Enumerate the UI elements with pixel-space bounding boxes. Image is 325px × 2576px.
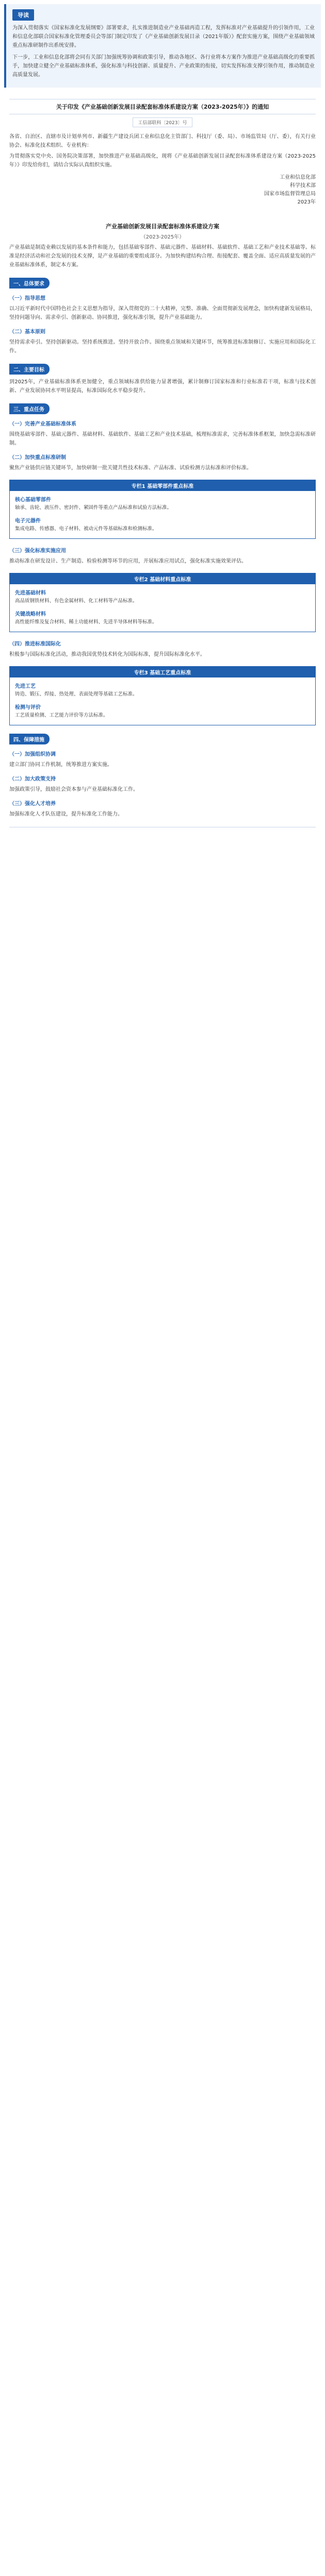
subsection-heading: （二）基本原则 — [9, 329, 45, 335]
subsection-heading: （一）加强组织协调 — [9, 752, 56, 757]
box-item-heading: 电子元器件 — [15, 518, 41, 524]
box-item-text: 工艺质量检测、工艺能力评价等方法标准。 — [15, 713, 108, 718]
subsection-heading: （一）指导思想 — [9, 296, 45, 301]
subsection-text: 坚持需求牵引。坚持创新驱动。坚持系统推进。坚持开放合作。围绕重点领域和关键环节，统筹推进标准制修订、实施应用和国际化工作。 — [9, 340, 316, 354]
box-item-heading: 先进基础材料 — [15, 590, 46, 596]
subsection-heading: （二）加大政策支持 — [9, 776, 56, 782]
subsection-text: 加强政策引导，鼓励社会资本参与产业基础标准化工作。 — [9, 787, 138, 792]
plan-section — [9, 403, 316, 725]
box-item-text: 高性能纤维及复合材料、稀土功能材料、先进半导体材料等标准。 — [15, 619, 157, 625]
subsection-text: 聚焦产业链供应链关键环节，加快研制一批关键共性技术标准、产品标准、试验检测方法标准和评价标准。 — [9, 465, 252, 471]
subsection-text: 以习近平新时代中国特色社会主义思想为指导，深入贯彻党的二十大精神，完整、准确、全面贯彻新发展理念，加快构建新发展格局，坚持问题导向、需求牵引、创新驱动、协同推进，强化标准引领，提升产业基础能力。 — [9, 306, 316, 320]
plan-subtitle: （2023-2025年） — [140, 234, 185, 240]
plan-section — [9, 364, 316, 395]
notice-title: 关于印发《产业基础创新发展目录配套标准体系建设方案（2023-2025年）》的通知 — [9, 99, 316, 114]
plan-section — [9, 734, 316, 819]
plan-section — [9, 278, 316, 355]
intro-paragraph: 下一步，工业和信息化部将会同有关部门加强统筹协调和政策引导，推动各地区、各行业将本方案作为推进产业基础高级化的重要抓手，加快建立健全产业基础标准体系，强化标准与科技创新、质量提升、产业政策的衔接，切实发挥标准支撑引领作用，推动制造业高质量发展。 — [12, 55, 315, 78]
notice-paragraph: 为贯彻落实党中央、国务院决策部署，加快推进产业基础高级化，现将《产业基础创新发展目录配套标准体系建设方案（2023-2025年）》印发给你们，请结合实际认真组织实施。 — [9, 154, 316, 168]
plan-title: 产业基础创新发展目录配套标准体系建设方案 — [106, 223, 219, 230]
subsection-text: 围绕基础零部件、基础元器件、基础材料、基础软件、基础工艺和产业技术基础，梳理标准需求，完善标准体系框架，加快急需标准研制。 — [9, 432, 316, 446]
box-title: 专栏2 基础材料重点标准 — [10, 573, 315, 584]
box-item-text: 集成电路、传感器、电子材料、被动元件等基础标准和检测标准。 — [15, 526, 157, 532]
box-item-text: 高品质钢铁材料、有色金属材料、化工材料等产品标准。 — [15, 598, 138, 604]
notice-signers — [9, 174, 316, 207]
plan — [9, 222, 316, 827]
signer: 科学技术部 — [290, 183, 316, 189]
box-item-heading: 检测与评价 — [15, 705, 41, 710]
feature-box — [9, 573, 316, 632]
plan-intro: 产业基础是制造业赖以发展的基本条件和能力，包括基础零部件、基础元器件、基础材料、基础软件、基础工艺和产业技术基础等。标准是经济活动和社会发展的技术支撑，是产业基础的重要组成部分。为加快构建结构合理、衔接配套、覆盖全面、适应高质量发展的产业基础标准体系，制定本方案。 — [9, 245, 316, 268]
subsection-text: 加强标准化人才队伍建设，提升标准化工作能力。 — [9, 811, 123, 817]
signer: 工业和信息化部 — [280, 175, 316, 180]
box-item-heading: 核心基础零部件 — [15, 497, 51, 503]
feature-box — [9, 666, 316, 725]
box-item-text: 铸造、锻压、焊接、热处理、表面处理等基础工艺标准。 — [15, 691, 138, 697]
subsection-text: 推动标准在研发设计、生产制造、检验检测等环节的应用，开展标准应用试点，强化标准实施效果评估。 — [9, 558, 247, 564]
subsection-heading: （一）完善产业基础标准体系 — [9, 421, 76, 427]
intro-box — [4, 4, 321, 88]
signer: 2023年 — [297, 199, 316, 205]
subsection-heading: （二）加快重点标准研制 — [9, 455, 66, 461]
section-heading: 四、保障措施 — [9, 734, 50, 744]
box-title: 专栏1 基础零部件重点标准 — [10, 480, 315, 491]
intro-paragraph: 为深入贯彻落实《国家标准化发展纲要》部署要求，扎实推进制造业产业基础再造工程，发挥标准对产业基础提升的引领作用，工业和信息化部联合国家标准化管理委员会等部门制定印发了《产业基础创新发展目录（2021年版）》配套实施方案，围绕产业基础领域重点标准研制作出系统安排。 — [12, 25, 315, 48]
section-heading: 二、主要目标 — [9, 364, 50, 375]
notice-doc-number: 工信部联科〔2023〕号 — [133, 117, 193, 127]
subsection-heading: （三）强化人才培养 — [9, 801, 56, 807]
box-item-heading: 先进工艺 — [15, 684, 36, 689]
signer: 国家市场监督管理总局 — [264, 191, 316, 197]
subsection-text: 建立部门协同工作机制，统筹推进方案实施。 — [9, 762, 112, 768]
subsection-text: 到2025年，产业基础标准体系更加健全，重点领域标准供给能力显著增强，累计制修订国家标准和行业标准若干项，标准与技术创新、产业发展协同水平明显提高，标准国际化水平稳步提升。 — [9, 379, 316, 394]
section-heading: 三、重点任务 — [9, 403, 50, 414]
subsection-heading: （四）推进标准国际化 — [9, 641, 61, 647]
box-item-text: 轴承、齿轮、液压件、密封件、紧固件等重点产品标准和试验方法标准。 — [15, 505, 172, 511]
intro-badge: 导读 — [12, 9, 34, 21]
feature-box — [9, 480, 316, 539]
notice — [9, 99, 316, 207]
notice-paragraph: 各省、自治区、直辖市及计划单列市、新疆生产建设兵团工业和信息化主管部门、科技厅（委、局）、市场监管局（厅、委），有关行业协会、标准化技术组织、专业机构： — [9, 134, 316, 148]
box-title: 专栏3 基础工艺重点标准 — [10, 667, 315, 677]
subsection-heading: （三）强化标准实施应用 — [9, 548, 66, 554]
box-item-heading: 关键战略材料 — [15, 612, 46, 617]
subsection-text: 积极参与国际标准化活动，推动我国优势技术转化为国际标准，提升国际标准化水平。 — [9, 652, 205, 657]
section-heading: 一、总体要求 — [9, 278, 50, 289]
